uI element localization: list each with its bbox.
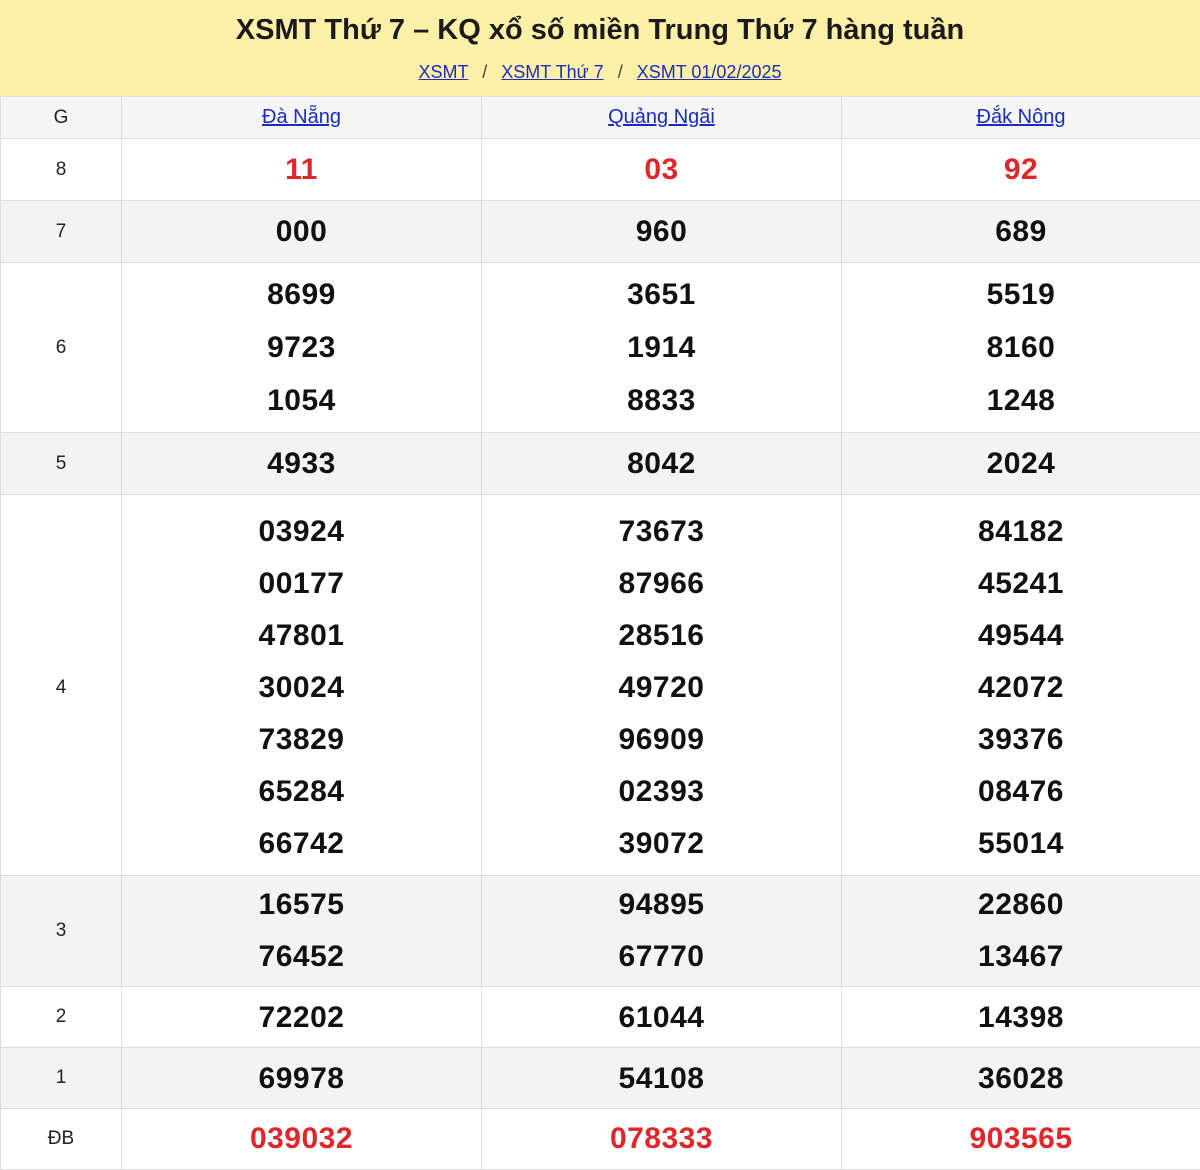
result-cell [842,263,1200,433]
result-cell [842,987,1200,1048]
result-number: 8833 [482,374,841,427]
results-table [0,96,1200,1170]
result-number: 94895 [482,879,841,931]
result-number: 30024 [122,662,481,714]
result-number: 76452 [122,931,481,983]
result-number: 3651 [482,268,841,321]
prize-row [1,263,1200,433]
result-number: 42072 [842,662,1200,714]
result-number: 02393 [482,766,841,818]
prize-row [1,1109,1200,1170]
prize-label: 6 [1,263,122,433]
result-number: 54108 [482,1052,841,1105]
result-cell [842,1048,1200,1109]
breadcrumb-separator: / [618,62,623,82]
result-number: 16575 [122,879,481,931]
result-number: 8160 [842,321,1200,374]
page-title: XSMT Thứ 7 – KQ xổ số miền Trung Thứ 7 hàng tuần [0,14,1200,47]
result-number: 03 [482,140,841,200]
prize-label: 8 [1,139,122,201]
result-number: 73673 [482,506,841,558]
result-cell [122,987,482,1048]
result-cell [842,201,1200,263]
result-number: 66742 [122,818,481,870]
result-number: 72202 [122,991,481,1044]
prize-row [1,433,1200,495]
result-cell [122,1109,482,1170]
result-cell [842,495,1200,876]
result-number: 5519 [842,268,1200,321]
result-cell [482,495,842,876]
result-number: 39376 [842,714,1200,766]
result-number: 960 [482,205,841,258]
result-number: 078333 [482,1109,841,1169]
prize-row [1,1048,1200,1109]
result-cell [122,1048,482,1109]
prize-label: 5 [1,433,122,495]
result-number: 1914 [482,321,841,374]
result-number: 84182 [842,506,1200,558]
result-number: 96909 [482,714,841,766]
result-cell [842,139,1200,201]
result-cell [122,263,482,433]
province-link-quang-ngai[interactable]: Quảng Ngãi [608,106,715,128]
result-number: 1054 [122,374,481,427]
breadcrumb [0,62,1200,83]
result-number: 65284 [122,766,481,818]
result-cell [122,201,482,263]
province-header [122,97,482,139]
result-cell [842,1109,1200,1170]
result-number: 903565 [842,1109,1200,1169]
prize-label: 7 [1,201,122,263]
table-header-row [1,97,1200,139]
result-number: 689 [842,205,1200,258]
prize-label: 1 [1,1048,122,1109]
breadcrumb-xsmt-link[interactable]: XSMT [419,62,469,82]
page-header [0,0,1200,96]
result-number: 14398 [842,991,1200,1044]
result-number: 49544 [842,610,1200,662]
province-header [482,97,842,139]
prize-row [1,139,1200,201]
prize-label: ĐB [1,1109,122,1170]
result-cell [122,433,482,495]
result-number: 08476 [842,766,1200,818]
prize-label: 2 [1,987,122,1048]
result-number: 36028 [842,1052,1200,1105]
result-cell [122,495,482,876]
result-cell [842,876,1200,987]
prize-column-header: G [1,97,122,139]
result-number: 92 [842,140,1200,200]
result-number: 69978 [122,1052,481,1105]
result-cell [482,263,842,433]
prize-row [1,876,1200,987]
prize-label: 4 [1,495,122,876]
prize-label: 3 [1,876,122,987]
result-cell [482,987,842,1048]
result-number: 03924 [122,506,481,558]
result-number: 039032 [122,1109,481,1169]
prize-row [1,987,1200,1048]
result-number: 00177 [122,558,481,610]
result-number: 9723 [122,321,481,374]
result-number: 87966 [482,558,841,610]
result-number: 8699 [122,268,481,321]
result-number: 8042 [482,437,841,490]
result-cell [482,201,842,263]
result-number: 1248 [842,374,1200,427]
result-number: 28516 [482,610,841,662]
province-link-da-nang[interactable]: Đà Nẵng [262,106,341,128]
result-cell [482,1109,842,1170]
result-number: 2024 [842,437,1200,490]
result-cell [122,139,482,201]
result-number: 73829 [122,714,481,766]
result-cell [122,876,482,987]
result-number: 22860 [842,879,1200,931]
breadcrumb-separator: / [482,62,487,82]
result-number: 55014 [842,818,1200,870]
prize-row [1,495,1200,876]
result-number: 49720 [482,662,841,714]
result-cell [482,433,842,495]
result-number: 45241 [842,558,1200,610]
result-cell [482,876,842,987]
province-link-dak-nong[interactable]: Đắk Nông [977,106,1066,128]
result-number: 13467 [842,931,1200,983]
result-number: 61044 [482,991,841,1044]
prize-row [1,201,1200,263]
result-cell [482,139,842,201]
result-number: 67770 [482,931,841,983]
result-number: 4933 [122,437,481,490]
result-cell [842,433,1200,495]
result-cell [482,1048,842,1109]
result-number: 000 [122,205,481,258]
breadcrumb-xsmt-thu7-link[interactable]: XSMT Thứ 7 [501,62,603,82]
province-header [842,97,1200,139]
result-number: 39072 [482,818,841,870]
result-number: 11 [122,140,481,200]
breadcrumb-date-link[interactable]: XSMT 01/02/2025 [637,62,782,82]
result-number: 47801 [122,610,481,662]
